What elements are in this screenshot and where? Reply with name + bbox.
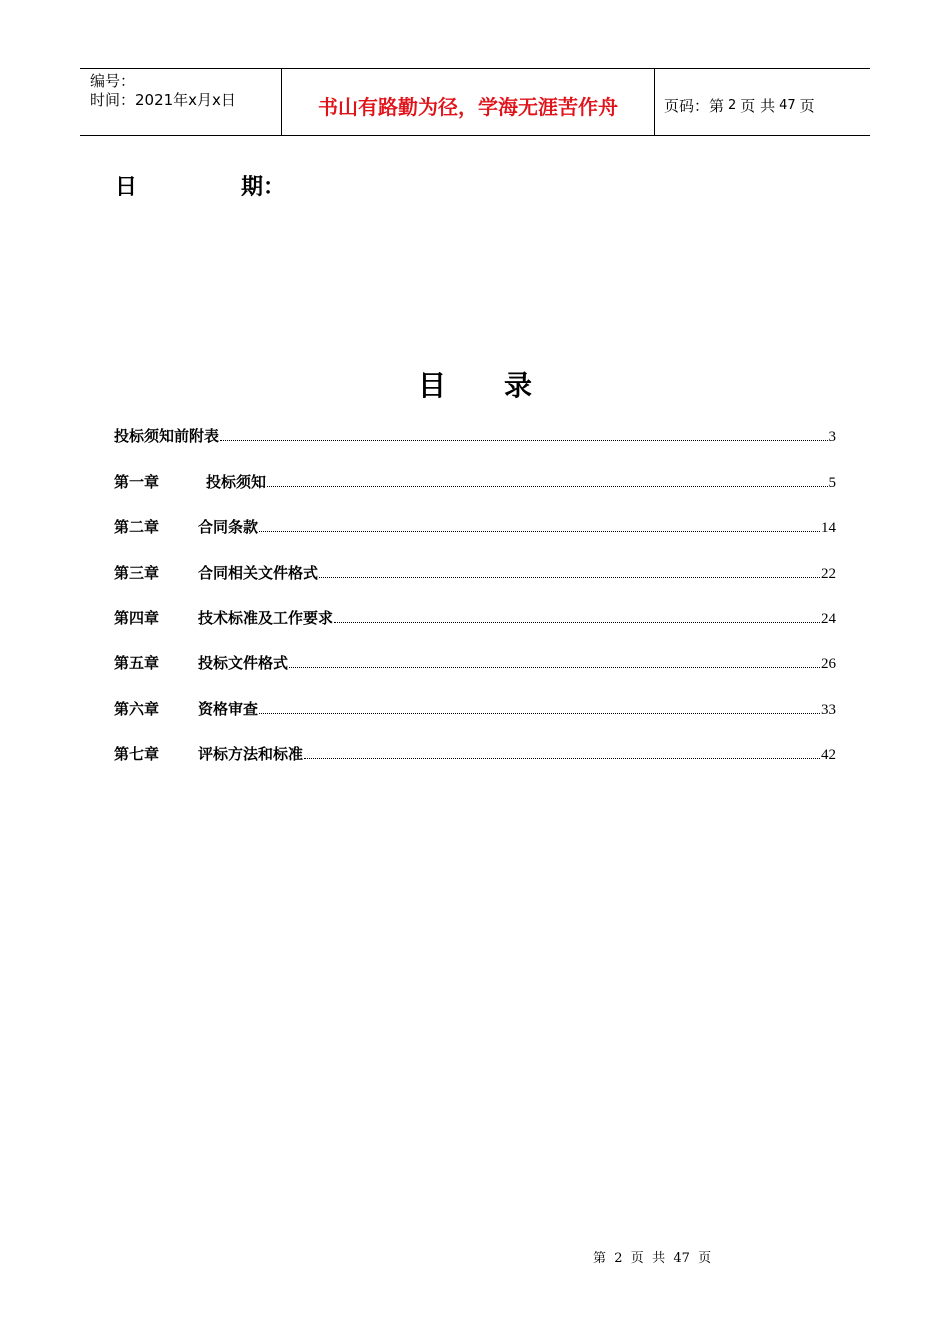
toc-leader [220,439,827,441]
toc-entry-chapter: 第五章 [114,654,160,672]
header-number-label: 编号： [90,72,136,90]
toc-title-char1: 目 [417,369,446,402]
toc-entry-7[interactable] [114,742,836,764]
toc-entry-chapter: 第六章 [114,700,160,718]
toc-entry-3[interactable] [114,561,836,583]
page-footer: 第 2 页 共 47 页 [593,1251,712,1266]
toc-leader [334,621,820,623]
toc-entry-title: 投标须知前附表 [114,427,220,445]
toc-entry-title: 投标须知 [206,473,267,491]
toc-entry-title: 技术标准及工作要求 [198,609,334,627]
toc-entry-page: 14 [821,520,836,536]
toc-entry-title: 合同条款 [198,518,259,536]
toc-entry-title: 合同相关文件格式 [198,564,319,582]
toc-entry-page: 22 [821,566,836,582]
header-page-prefix: 页码：第 [664,96,725,115]
toc-entry-2[interactable] [114,515,836,537]
toc-leader [267,485,827,487]
header-motto-text: 书山有路勤为径，学海无涯苦作舟 [318,94,618,119]
toc-leader [259,530,820,532]
header-time-label: 时间：2021年x月x日 [90,91,236,109]
toc-leader [259,712,820,714]
page-header [80,68,870,136]
toc-entry-title: 评标方法和标准 [198,745,304,763]
toc-leader [289,666,820,668]
toc-entry-title: 资格审查 [198,700,259,718]
toc-entry-chapter: 第二章 [114,518,160,536]
toc-entry-6[interactable] [114,697,836,719]
toc-leader [304,757,820,759]
toc-entry-page: 24 [821,611,836,627]
header-page-current: 2 [728,97,737,113]
toc-entry-page: 3 [828,429,836,445]
header-page-suffix: 页 [799,96,815,115]
toc-title [0,364,950,404]
header-page-mid: 页 共 [740,96,776,115]
toc-entry-0[interactable] [114,424,836,446]
toc-entry-5[interactable] [114,651,836,673]
toc-entry-page: 33 [821,702,836,718]
header-page-total: 47 [779,97,796,113]
header-meta [80,69,282,135]
toc-entry-page: 5 [828,475,836,491]
header-page-info [655,69,870,135]
toc-entry-title: 投标文件格式 [198,654,289,672]
date-label-char2: 期： [241,175,286,200]
toc-title-char2: 录 [503,369,532,402]
header-motto [282,69,655,135]
toc-leader [319,576,820,578]
toc-entry-4[interactable] [114,606,836,628]
toc-entry-page: 42 [821,747,836,763]
toc-entry-chapter: 第一章 [114,473,160,491]
toc-entry-chapter: 第三章 [114,564,160,582]
toc-entry-chapter: 第七章 [114,745,160,763]
toc-entry-page: 26 [821,656,836,672]
date-label-char1: 日 [115,175,138,200]
toc-entry-chapter: 第四章 [114,609,160,627]
toc-entry-1[interactable] [114,470,836,492]
date-label [115,170,285,201]
